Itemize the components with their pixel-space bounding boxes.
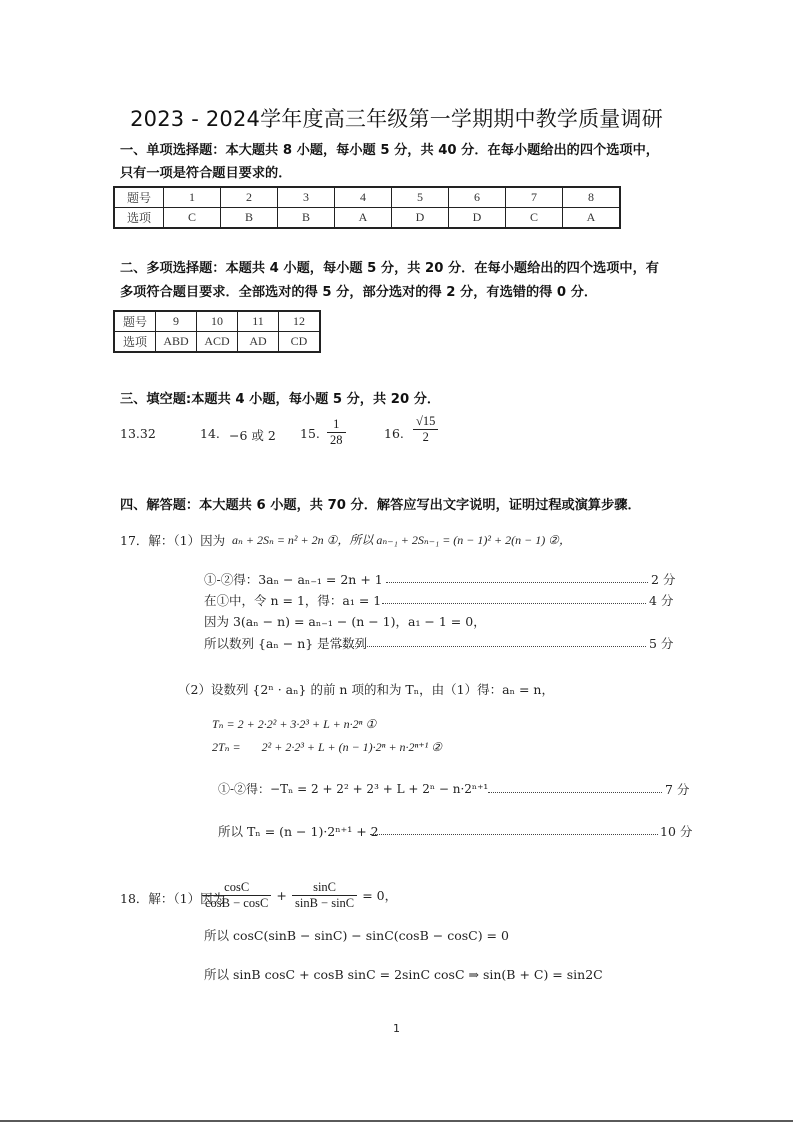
answer-16-fraction (413, 414, 438, 445)
question-number: 3 (278, 187, 335, 208)
question-number: 1 (164, 187, 221, 208)
section1-heading-line1: 一、单项选择题：本大题共 8 小题，每小题 5 分，共 40 分．在每小题给出的四个选项中， (120, 143, 659, 158)
dotted-leader (340, 646, 646, 647)
question-number: 7 (506, 187, 563, 208)
answer-cell: C (164, 208, 221, 229)
row-label: 选项 (114, 208, 164, 229)
q17-step6-score: 10 分 (660, 824, 693, 839)
q17-intro: 17．解：（1）因为 (120, 533, 226, 548)
answer-13: 13.32 (120, 426, 156, 441)
dotted-leader (488, 792, 662, 793)
row-label: 选项 (114, 332, 156, 353)
answer-15-label: 15. (300, 426, 320, 441)
row-label: 题号 (114, 187, 164, 208)
q18-line2: 所以 cosC(sinB − sinC) − sinC(cosB − cosC) = 0 (204, 928, 509, 943)
q17-step3: 因为 3(aₙ − n) = aₙ₋₁ − (n − 1)，a₁ − 1 = 0， (204, 614, 486, 629)
fraction-numerator: 1 (327, 417, 346, 433)
single-choice-answer-table (113, 186, 621, 229)
answer-cell: B (221, 208, 278, 229)
q17-step5: ①-②得：−Tₙ = 2 + 2² + 2³ + L + 2ⁿ − n·2ⁿ⁺¹ (218, 782, 489, 796)
q18-intro: 18．解：（1）因为 (120, 891, 226, 906)
question-number: 6 (449, 187, 506, 208)
fraction-denominator: cosB − cosC (205, 896, 269, 910)
answer-14-label: 14. (200, 426, 220, 441)
question-number: 4 (335, 187, 392, 208)
q17-step4-score: 5 分 (649, 636, 674, 651)
fraction-denominator: 2 (422, 430, 429, 444)
q17-step1-score: 2 分 (651, 572, 676, 587)
q18-line3: 所以 sinB cosC + cosB sinC = 2sinC cosC ⇒ sin(B + C) = sin2C (204, 967, 603, 982)
q18-equation (202, 880, 397, 911)
answer-cell: AD (238, 332, 279, 353)
answer-cell: A (563, 208, 621, 229)
question-number: 8 (563, 187, 621, 208)
answer-16-label: 16. (384, 426, 404, 441)
document-title: 2023 - 2024学年度高三年级第一学期期中教学质量调研 (130, 107, 663, 131)
q17-step1: ①-②得：3aₙ − aₙ₋₁ = 2n + 1 (204, 572, 383, 587)
q17-part2-intro: （2）设数列 {2ⁿ · aₙ} 的前 n 项的和为 Tₙ，由（1）得：aₙ = n， (178, 682, 554, 697)
section2-heading-line1: 二、多项选择题：本题共 4 小题，每小题 5 分，共 20 分．在每小题给出的四个选项中，有 (120, 261, 659, 276)
question-number: 5 (392, 187, 449, 208)
section1-heading-line2: 只有一项是符合题目要求的． (120, 166, 292, 181)
answer-cell: ABD (156, 332, 197, 353)
table-row-answers (114, 332, 320, 353)
question-number: 12 (279, 311, 321, 332)
fraction-denominator: 28 (330, 433, 343, 447)
fraction-denominator: sinB − sinC (294, 896, 355, 910)
answer-cell: D (392, 208, 449, 229)
plus-sign: + (276, 888, 287, 903)
q17-step5-score: 7 分 (665, 782, 690, 797)
q17-step4: 所以数列 {aₙ − n} 是常数列 (204, 636, 368, 651)
page-number: 1 (393, 1022, 400, 1035)
table-row-questions (114, 187, 620, 208)
dotted-leader (370, 834, 658, 835)
fraction-cos (202, 880, 271, 911)
answer-cell: CD (279, 332, 321, 353)
multiple-choice-answer-table (113, 310, 321, 353)
table-row-answers (114, 208, 620, 229)
question-number: 10 (197, 311, 238, 332)
equation-tail: = 0， (362, 888, 398, 903)
fraction-sin (292, 880, 357, 911)
question-number: 11 (238, 311, 279, 332)
answer-cell: A (335, 208, 392, 229)
q17-equation-1: Tₙ = 2 + 2·2² + 3·2³ + L + n·2ⁿ ① (212, 717, 377, 731)
dotted-leader (386, 582, 648, 583)
dotted-leader (382, 603, 646, 604)
q17-equation-2: 2Tₙ = 2² + 2·2³ + L + (n − 1)·2ⁿ + n·2ⁿ⁺¹ ② (212, 740, 443, 754)
row-label: 题号 (114, 311, 156, 332)
q17-step2-score: 4 分 (649, 593, 674, 608)
answer-cell: D (449, 208, 506, 229)
answer-14-value: −6 或 2 (229, 428, 276, 443)
q17-step6: 所以 Tₙ = (n − 1)·2ⁿ⁺¹ + 2 (218, 824, 379, 839)
fraction-numerator: √15 (413, 414, 438, 430)
answer-cell: ACD (197, 332, 238, 353)
fraction-numerator: cosC (202, 880, 271, 896)
table-row-questions (114, 311, 320, 332)
answer-cell: B (278, 208, 335, 229)
question-number: 9 (156, 311, 197, 332)
section3-heading: 三、填空题:本题共 4 小题，每小题 5 分，共 20 分． (120, 392, 441, 407)
q17-step2: 在①中，令 n = 1，得：a₁ = 1 (204, 593, 382, 608)
section2-heading-line2: 多项符合题目要求．全部选对的得 5 分，部分选对的得 2 分，有选错的得 0 分． (120, 285, 598, 300)
section4-heading: 四、解答题：本大题共 6 小题，共 70 分．解答应写出文字说明，证明过程或演算步骤． (120, 498, 641, 513)
question-number: 2 (221, 187, 278, 208)
q17-equation: aₙ + 2Sₙ = n² + 2n ①，所以 aₙ₋₁ + 2Sₙ₋₁ = (n − 1)² + 2(n − 1) ②， (232, 533, 571, 547)
fraction-numerator: sinC (292, 880, 357, 896)
answer-cell: C (506, 208, 563, 229)
answer-15-fraction (327, 417, 346, 448)
